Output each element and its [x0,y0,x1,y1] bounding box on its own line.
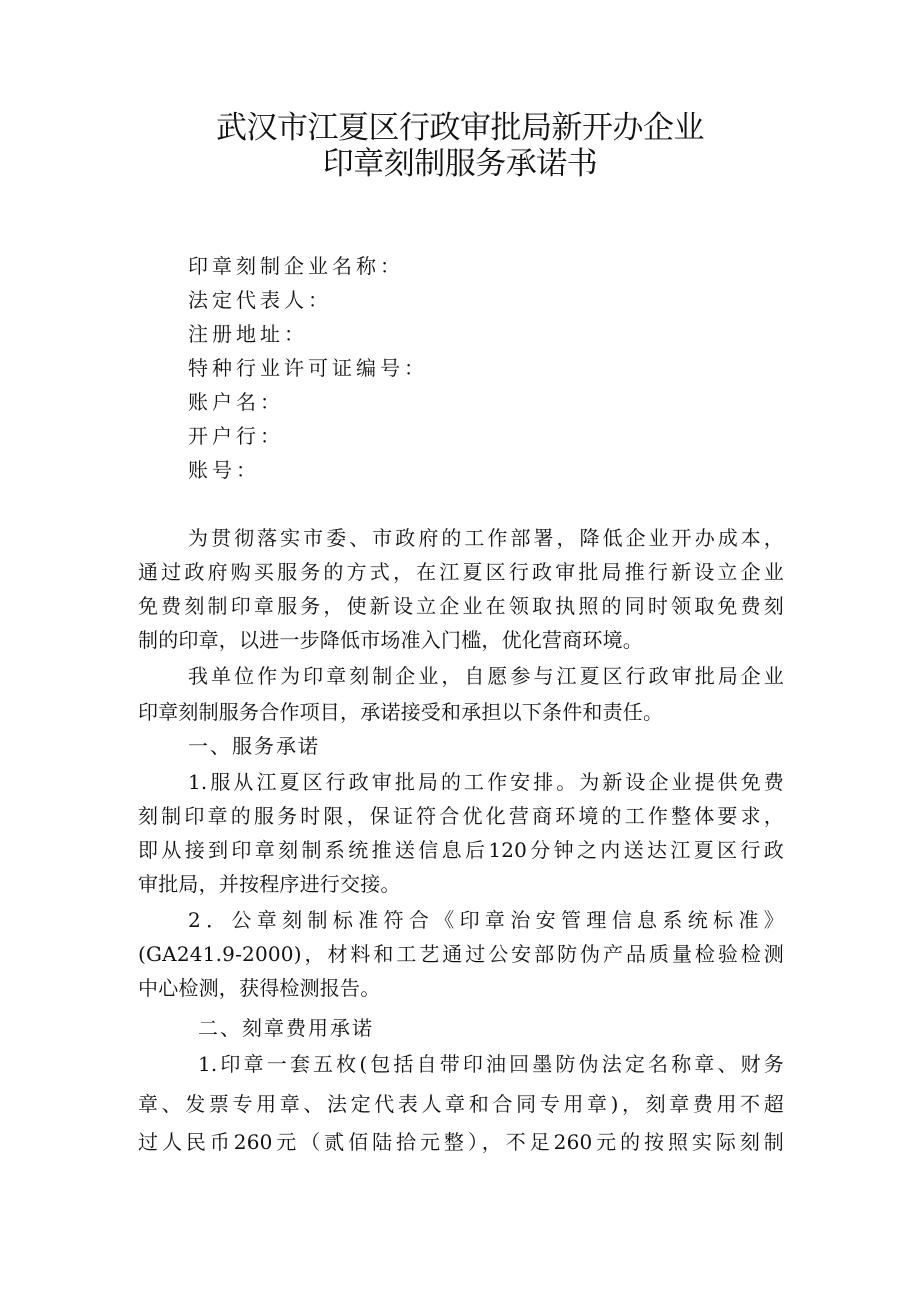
paragraph-line: 审批局，并按程序进行交接。 [138,872,401,896]
paragraph-line: 即从接到印章刻制系统推送信息后120分钟之内送达江夏区行政 [138,838,784,862]
paragraph-line: 刻制印章的服务时限，保证符合优化营商环境的工作整体要求， [138,804,784,828]
document-title-line-2: 印章刻制服务承诺书 [322,146,598,182]
paragraph-line: 1.服从江夏区行政审批局的工作安排。为新设企业提供免费 [188,770,784,794]
paragraph-line: (GA241.9-2000)，材料和工艺通过公安部防伪产品质量检验检测 [138,942,784,966]
paragraph-line: 为贯彻落实市委、市政府的工作部署，降低企业开办成本， [188,526,784,550]
field-registered-address: 注册地址： [188,322,308,346]
paragraph-line: 免费刻制印章服务，使新设立企业在领取执照的同时领取免费刻 [138,594,784,618]
paragraph-line: 印章刻制服务合作项目，承诺接受和承担以下条件和责任。 [138,700,664,724]
field-company-name: 印章刻制企业名称： [188,254,404,278]
paragraph-line: 通过政府购买服务的方式，在江夏区行政审批局推行新设立企业 [138,560,784,584]
paragraph-line: 1.印章一套五枚(包括自带印油回墨防伪法定名称章、财务 [198,1052,784,1076]
field-account-name: 账户名： [188,390,284,414]
paragraph-line: 章、发票专用章、法定代表人章和合同专用章)，刻章费用不超 [138,1092,784,1116]
section-heading-service: 一、服务承诺 [188,734,320,758]
field-legal-representative: 法定代表人： [188,288,332,312]
document-title-line-1: 武汉市江夏区行政审批局新开办企业 [216,110,704,146]
paragraph-line: 过人民币260元（贰佰陆拾元整），不足260元的按照实际刻制 [138,1130,784,1154]
field-bank: 开户行： [188,424,284,448]
field-account-number: 账号： [188,458,260,482]
paragraph-line: 我单位作为印章刻制企业，自愿参与江夏区行政审批局企业 [188,664,784,688]
field-license-number: 特种行业许可证编号： [188,356,428,380]
section-heading-fees: 二、刻章费用承诺 [198,1016,374,1040]
paragraph-line: 中心检测，获得检测报告。 [138,976,381,1000]
paragraph-line: 制的印章，以进一步降低市场准入门槛，优化营商环境。 [138,628,643,652]
paragraph-line: 2．公章刻制标准符合《印章治安管理信息系统标准》 [188,908,784,932]
